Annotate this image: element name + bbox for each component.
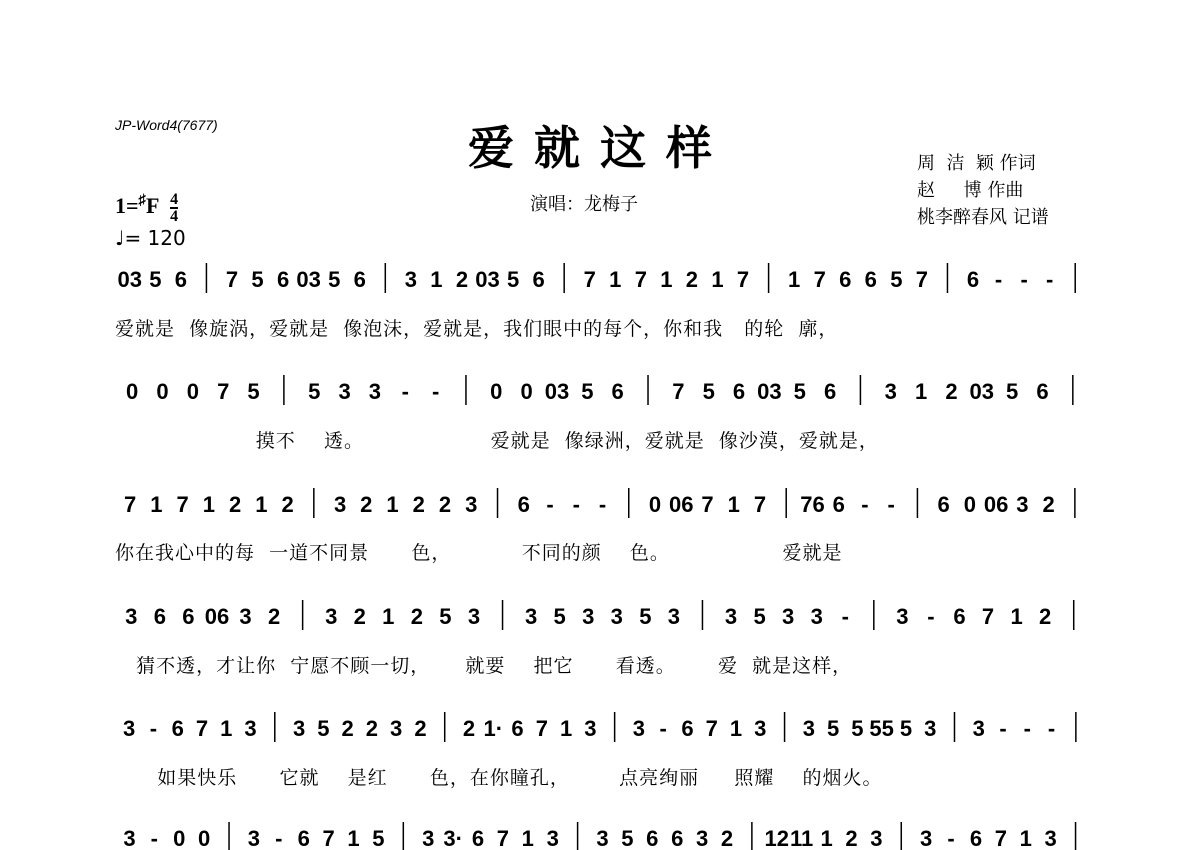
note-token: 6 bbox=[171, 716, 184, 741]
note-token: 3 bbox=[802, 716, 815, 741]
note-token: 3 bbox=[924, 716, 937, 741]
note-token: 1 bbox=[1019, 826, 1032, 850]
note-token: 3 bbox=[972, 716, 985, 741]
note-token: 7 bbox=[535, 716, 548, 741]
note-token: 7 bbox=[736, 267, 750, 292]
note-token: 2 bbox=[1039, 604, 1052, 629]
note-token: 0 bbox=[648, 492, 662, 517]
note-token: 7 bbox=[981, 604, 995, 629]
note-token: 1 bbox=[347, 826, 360, 850]
note-token: 3 bbox=[632, 716, 646, 741]
note-token: 7 bbox=[705, 716, 718, 741]
note-token: 2 bbox=[353, 604, 366, 629]
note-token: 2 bbox=[410, 604, 423, 629]
note-token: 5 bbox=[247, 379, 260, 404]
note-token: 1 bbox=[788, 267, 801, 292]
note-token: 2 bbox=[685, 267, 699, 292]
note-token: 3 bbox=[584, 716, 597, 741]
note-token: 1 bbox=[150, 492, 163, 517]
note-token: - bbox=[431, 379, 440, 404]
composer-credit: 赵 博 作曲 bbox=[917, 180, 1024, 201]
note-token: - bbox=[1047, 716, 1056, 741]
note-token: 2 bbox=[945, 379, 958, 404]
note-token: 1 bbox=[559, 716, 573, 741]
note-token: - bbox=[1023, 716, 1031, 741]
note-token: 2 bbox=[438, 492, 452, 517]
note-token: 6 bbox=[953, 604, 966, 629]
note-token: - bbox=[861, 492, 869, 517]
note-token: 03 bbox=[296, 267, 321, 292]
note-token: 11 bbox=[790, 826, 814, 850]
note-token: 6 bbox=[532, 267, 545, 292]
note-token: 3 bbox=[896, 604, 909, 629]
singer-credit: 演唱：龙梅子 bbox=[530, 194, 638, 215]
note-token: 3 bbox=[884, 379, 897, 404]
note-token: 7 bbox=[322, 826, 335, 850]
note-token: 3 bbox=[870, 826, 883, 850]
note-token: 6 bbox=[297, 826, 310, 850]
note-token: 3 bbox=[1016, 492, 1029, 517]
note-token: 5 bbox=[251, 267, 264, 292]
note-token: 3 bbox=[610, 604, 623, 629]
note-token: 2 bbox=[267, 604, 281, 629]
note-token: 0 bbox=[156, 379, 169, 404]
note-token: 0 bbox=[490, 379, 503, 404]
note-token: - bbox=[659, 716, 667, 741]
note-token: 7 bbox=[195, 716, 209, 741]
note-token: 1 bbox=[220, 716, 233, 741]
note-token: 03 bbox=[475, 267, 500, 292]
note-token: - bbox=[275, 826, 283, 850]
note-token: 3 bbox=[333, 492, 347, 517]
note-token: 1· bbox=[483, 716, 504, 741]
note-token: 6 bbox=[1036, 379, 1049, 404]
lyrics-line-1: 爱就是 像旋涡，爱就是 像泡沫，爱就是，我们眼中的每个，你和我 的轮 廓， bbox=[115, 318, 839, 340]
song-title: 爱就这样 bbox=[468, 121, 732, 175]
note-token: 7 bbox=[701, 492, 714, 517]
note-token: 1 bbox=[609, 267, 622, 292]
note-token: 5 bbox=[149, 267, 162, 292]
note-token: 3 bbox=[1044, 826, 1057, 850]
lyrics-line-3: 你在我心中的每 一道不同景 色， 不同的颜 色。 爱就是 bbox=[115, 542, 843, 564]
note-token: 3 bbox=[596, 826, 609, 850]
transcriber-credit: 桃李醉春风 记谱 bbox=[917, 207, 1049, 228]
note-token: 7 bbox=[634, 267, 647, 292]
note-token: 6 bbox=[832, 492, 845, 517]
note-token: 3 bbox=[667, 604, 681, 629]
note-token: 7 bbox=[813, 267, 826, 292]
software-version: JP-Word4(7677) bbox=[115, 117, 218, 133]
note-token: 3 bbox=[123, 716, 136, 741]
quarter-note-icon: ♩ bbox=[115, 226, 125, 250]
note-token: 3 bbox=[754, 716, 767, 741]
note-token: 6 bbox=[471, 826, 485, 850]
note-token: 6 bbox=[839, 267, 852, 292]
note-token: 6 bbox=[182, 604, 195, 629]
note-token: 6 bbox=[681, 716, 694, 741]
note-token: 7 bbox=[672, 379, 685, 404]
note-token: 03 bbox=[544, 379, 570, 404]
note-token: 1 bbox=[521, 826, 534, 850]
note-token: 3 bbox=[338, 379, 351, 404]
note-token: 7 bbox=[225, 267, 239, 292]
note-token: 6 bbox=[353, 267, 366, 292]
note-token: 3· bbox=[443, 826, 463, 850]
note-token: 3 bbox=[390, 716, 403, 741]
note-token: 5 bbox=[639, 604, 652, 629]
note-token: - bbox=[1046, 267, 1054, 292]
note-token: 6 bbox=[517, 492, 530, 517]
note-token: 6 bbox=[276, 267, 290, 292]
note-token: 0 bbox=[173, 826, 186, 850]
note-token: 3 bbox=[810, 604, 823, 629]
lyrics-line-2: 摸不 透。 爱就是 像绿洲，爱就是 像沙漠，爱就是， bbox=[115, 430, 879, 452]
note-token: 5 bbox=[621, 826, 634, 850]
note-token: 6 bbox=[174, 267, 188, 292]
note-token: - bbox=[598, 492, 607, 517]
note-token: 03 bbox=[969, 379, 995, 404]
note-token: 5 bbox=[553, 604, 566, 629]
note-token: 7 bbox=[123, 492, 137, 517]
note-token: 1 bbox=[255, 492, 268, 517]
note-token: 3 bbox=[244, 716, 257, 741]
note-token: 03 bbox=[757, 379, 782, 404]
note-token: 5 bbox=[851, 716, 864, 741]
note-token: - bbox=[999, 716, 1007, 741]
note-token: 2 bbox=[720, 826, 734, 850]
note-token: 06 bbox=[983, 492, 1009, 517]
note-token: 3 bbox=[368, 379, 382, 404]
note-token: - bbox=[572, 492, 580, 517]
note-token: 6 bbox=[864, 267, 877, 292]
note-token: 1 bbox=[382, 604, 395, 629]
note-token: - bbox=[887, 492, 895, 517]
note-token: 2 bbox=[1042, 492, 1055, 517]
note-token: 76 bbox=[800, 492, 825, 517]
note-token: 5 bbox=[826, 716, 840, 741]
note-token: 5 bbox=[439, 604, 452, 629]
note-token: 7 bbox=[217, 379, 230, 404]
note-token: 5 bbox=[581, 379, 594, 404]
note-token: 3 bbox=[920, 826, 933, 850]
note-token: 1 bbox=[820, 826, 833, 850]
note-token: 0 bbox=[198, 826, 211, 850]
note-token: 6 bbox=[937, 492, 950, 517]
note-token: 0 bbox=[520, 379, 533, 404]
note-token: 2 bbox=[845, 826, 858, 850]
note-token: - bbox=[149, 716, 158, 741]
key-note: F bbox=[146, 193, 159, 219]
note-token: 3 bbox=[292, 716, 306, 741]
note-token: 2 bbox=[341, 716, 354, 741]
note-token: 5 bbox=[328, 267, 341, 292]
note-token: - bbox=[546, 492, 554, 517]
note-token: 2 bbox=[412, 492, 425, 517]
note-token: 06 bbox=[204, 604, 230, 629]
note-token: 5 bbox=[899, 716, 913, 741]
note-token: 03 bbox=[117, 267, 143, 292]
note-token: 1 bbox=[727, 492, 740, 517]
note-token: 12 bbox=[764, 826, 790, 850]
note-token: - bbox=[947, 826, 955, 850]
note-token: 0 bbox=[186, 379, 199, 404]
note-token: 6 bbox=[153, 604, 166, 629]
note-token: 1 bbox=[430, 267, 443, 292]
note-token: 6 bbox=[611, 379, 624, 404]
note-token: 06 bbox=[668, 492, 694, 517]
note-token: 6 bbox=[671, 826, 684, 850]
note-token: 5 bbox=[1006, 379, 1019, 404]
note-token: 5 bbox=[753, 604, 766, 629]
note-token: 3 bbox=[782, 604, 795, 629]
note-token: 3 bbox=[724, 604, 738, 629]
note-token: 6 bbox=[969, 826, 983, 850]
note-token: 1 bbox=[1010, 604, 1023, 629]
note-token: 7 bbox=[176, 492, 189, 517]
note-token: - bbox=[994, 267, 1003, 292]
note-token: 7 bbox=[496, 826, 510, 850]
note-token: 55 bbox=[869, 716, 894, 741]
note-token: 6 bbox=[823, 379, 837, 404]
lyrics-line-5: 如果快乐 它就 是红 色，在你瞳孔， 点亮绚丽 照耀 的烟火。 bbox=[115, 767, 883, 789]
note-token: 2 bbox=[462, 716, 476, 741]
note-token: 7 bbox=[994, 826, 1007, 850]
note-token: 2 bbox=[281, 492, 294, 517]
note-token: - bbox=[1020, 267, 1028, 292]
note-token: 3 bbox=[125, 604, 138, 629]
note-token: 5 bbox=[317, 716, 330, 741]
note-token: 7 bbox=[753, 492, 767, 517]
note-token: 1 bbox=[660, 267, 673, 292]
note-token: 6 bbox=[966, 267, 980, 292]
note-token: 6 bbox=[646, 826, 659, 850]
note-token: 1 bbox=[914, 379, 928, 404]
lyrics-line-4: 猜不透，才让你 宁愿不顾一切， 就要 把它 看透。 爱 就是这样， bbox=[115, 655, 853, 677]
tempo-value: = 120 bbox=[124, 226, 186, 250]
note-token: 6 bbox=[511, 716, 524, 741]
lyricist-credit: 周 洁 颖 作词 bbox=[917, 153, 1036, 174]
note-token: 1 bbox=[711, 267, 724, 292]
note-token: 2 bbox=[365, 716, 379, 741]
note-token: 3 bbox=[123, 826, 136, 850]
note-token: 0 bbox=[963, 492, 977, 517]
note-token: 3 bbox=[325, 604, 338, 629]
note-token: 3 bbox=[465, 492, 478, 517]
note-token: 2 bbox=[360, 492, 373, 517]
note-token: 2 bbox=[414, 716, 427, 741]
note-token: 3 bbox=[422, 826, 435, 850]
note-token: 3 bbox=[695, 826, 709, 850]
note-token: 3 bbox=[239, 604, 252, 629]
note-token: 2 bbox=[455, 267, 469, 292]
note-token: - bbox=[927, 604, 935, 629]
note-token: 2 bbox=[228, 492, 242, 517]
note-token: 3 bbox=[247, 826, 261, 850]
time-numerator: 4 bbox=[170, 191, 179, 208]
note-token: 3 bbox=[404, 267, 417, 292]
note-token: 1 bbox=[386, 492, 399, 517]
sharp-icon: ♯ bbox=[138, 192, 147, 209]
note-token: 7 bbox=[583, 267, 596, 292]
note-token: 3 bbox=[546, 826, 559, 850]
note-token: 1 bbox=[202, 492, 215, 517]
note-token: 1 bbox=[729, 716, 743, 741]
note-token: 6 bbox=[732, 379, 746, 404]
note-token: 5 bbox=[372, 826, 385, 850]
key-label: 1= bbox=[115, 193, 139, 219]
note-token: 3 bbox=[467, 604, 481, 629]
note-token: - bbox=[841, 604, 849, 629]
note-token: 7 bbox=[915, 267, 929, 292]
note-token: 5 bbox=[890, 267, 903, 292]
time-denominator: 4 bbox=[170, 208, 179, 225]
note-token: 3 bbox=[582, 604, 595, 629]
note-token: 5 bbox=[506, 267, 520, 292]
note-token: 5 bbox=[308, 379, 321, 404]
note-token: - bbox=[150, 826, 159, 850]
note-token: 5 bbox=[793, 379, 806, 404]
note-token: 5 bbox=[702, 379, 715, 404]
note-token: 3 bbox=[524, 604, 538, 629]
note-token: - bbox=[401, 379, 409, 404]
note-token: 0 bbox=[126, 379, 139, 404]
